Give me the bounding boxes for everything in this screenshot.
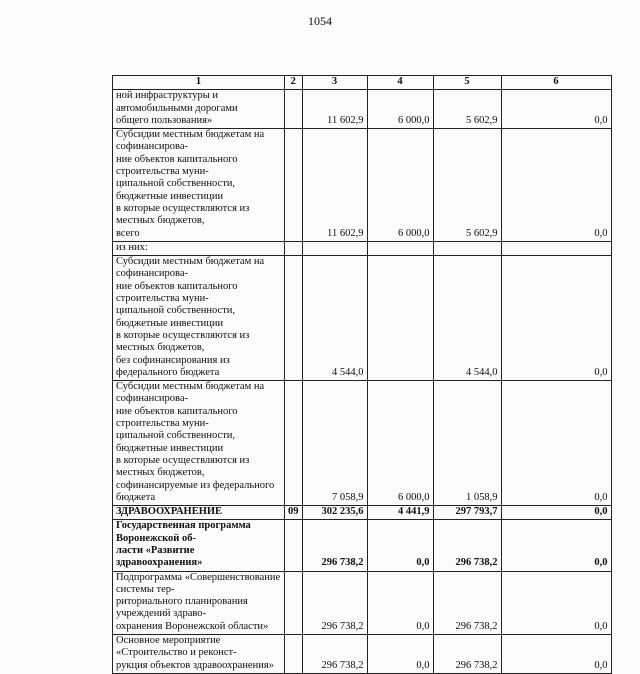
page-number: 1054 (308, 14, 332, 28)
section-code (285, 256, 303, 381)
description-line: без софинансирования из федерального бюджета (116, 354, 230, 378)
description-line: риториального планирования учреждений здраво- (116, 596, 248, 620)
row-description (113, 90, 285, 129)
description-line: в которые осуществляются из местных бюджетов, (116, 202, 250, 227)
table-row (113, 520, 612, 571)
section-code (285, 571, 303, 634)
table-row (113, 129, 612, 242)
table-row (113, 90, 612, 129)
cell-col3: 296 738,2 (302, 520, 367, 571)
cell-col3: 11 602,9 (302, 129, 367, 242)
cell-col4: 6 000,0 (367, 381, 433, 506)
description-line: ние объектов капитального строительства муни- (116, 280, 238, 305)
description-line: охранения Воронежской области» (116, 620, 269, 632)
cell-col3 (302, 241, 367, 255)
section-code (285, 90, 303, 129)
section-code (285, 129, 303, 242)
cell-col5: 296 738,2 (433, 520, 501, 571)
description-line: Подпрограмма «Совершенствование системы тер- (116, 571, 281, 595)
cell-col5: 297 793,7 (433, 506, 501, 520)
description-line: ной инфраструктуры и автомобильными дорогами (116, 90, 238, 114)
cell-col5: 5 602,9 (433, 90, 501, 129)
description-line: рукция объектов здравоохранения» (116, 659, 274, 671)
cell-col6: 0,0 (501, 571, 611, 634)
row-description (113, 241, 285, 255)
table-row (113, 381, 612, 506)
description-line: софинансируемые из федерального бюджета (116, 479, 275, 503)
cell-col5: 296 738,2 (433, 635, 501, 674)
description-line: Субсидии местным бюджетам на софинансирова- (116, 381, 265, 405)
col-header: 6 (501, 76, 611, 90)
description-line: всего (116, 227, 140, 239)
cell-col5: 4 544,0 (433, 256, 501, 381)
cell-col5 (433, 241, 501, 255)
cell-col5: 296 738,2 (433, 571, 501, 634)
section-code (285, 381, 303, 506)
row-description (113, 381, 285, 506)
header-row (113, 76, 612, 90)
table-row (113, 256, 612, 381)
row-description (113, 571, 285, 634)
description-line: ласти «Развитие здравоохранения» (116, 544, 203, 569)
cell-col3: 4 544,0 (302, 256, 367, 381)
description-line: Субсидии местным бюджетам на софинансирова- (116, 256, 265, 280)
cell-col6: 0,0 (501, 90, 611, 129)
section-code (285, 635, 303, 674)
description-line: из них: (116, 241, 148, 253)
col-header: 4 (367, 76, 433, 90)
cell-col4: 0,0 (367, 571, 433, 634)
description-line: ципальной собственности, бюджетные инвестиции (116, 305, 236, 329)
cell-col3: 296 738,2 (302, 635, 367, 674)
cell-col5: 5 602,9 (433, 129, 501, 242)
cell-col6: 0,0 (501, 381, 611, 506)
description-line: Основное мероприятие «Строительство и реконст- (116, 635, 237, 659)
cell-col3: 302 235,6 (302, 506, 367, 520)
cell-col6: 0,0 (501, 256, 611, 381)
description-line: ЗДРАВООХРАНЕНИЕ (116, 506, 223, 518)
section-code (285, 241, 303, 255)
table-row (113, 571, 612, 634)
col-header: 5 (433, 76, 501, 90)
cell-col4: 6 000,0 (367, 90, 433, 129)
description-line: в которые осуществляются из местных бюджетов, (116, 329, 250, 354)
description-line: ципальной собственности, бюджетные инвестиции (116, 178, 236, 202)
cell-col3: 7 058,9 (302, 381, 367, 506)
cell-col3: 11 602,9 (302, 90, 367, 129)
cell-col4: 4 441,9 (367, 506, 433, 520)
cell-col6: 0,0 (501, 635, 611, 674)
description-line: Субсидии местным бюджетам на софинансирова- (116, 129, 265, 153)
row-description (113, 256, 285, 381)
table-row (113, 506, 612, 520)
cell-col4 (367, 256, 433, 381)
description-line: ние объектов капитального строительства муни- (116, 405, 238, 430)
table-row (113, 241, 612, 255)
cell-col6: 0,0 (501, 129, 611, 242)
col-header: 2 (285, 76, 303, 90)
row-description (113, 506, 285, 520)
row-description (113, 129, 285, 242)
cell-col4 (367, 241, 433, 255)
description-line: в которые осуществляются из местных бюджетов, (116, 454, 250, 479)
cell-col4: 6 000,0 (367, 129, 433, 242)
section-code (285, 520, 303, 571)
row-description (113, 520, 285, 571)
description-line: ципальной собственности, бюджетные инвестиции (116, 430, 236, 454)
description-line: ние объектов капитального строительства муни- (116, 153, 238, 178)
col-header: 3 (302, 76, 367, 90)
cell-col4: 0,0 (367, 635, 433, 674)
budget-table (112, 75, 612, 674)
cell-col6: 0,0 (501, 520, 611, 571)
cell-col4: 0,0 (367, 520, 433, 571)
description-line: общего пользования» (116, 114, 213, 126)
col-header: 1 (113, 76, 285, 90)
description-line: Государственная программа Воронежской об- (116, 520, 251, 544)
table-row (113, 635, 612, 674)
cell-col3: 296 738,2 (302, 571, 367, 634)
cell-col5: 1 058,9 (433, 381, 501, 506)
cell-col6: 0,0 (501, 506, 611, 520)
section-code: 09 (285, 506, 303, 520)
cell-col6 (501, 241, 611, 255)
row-description (113, 635, 285, 674)
